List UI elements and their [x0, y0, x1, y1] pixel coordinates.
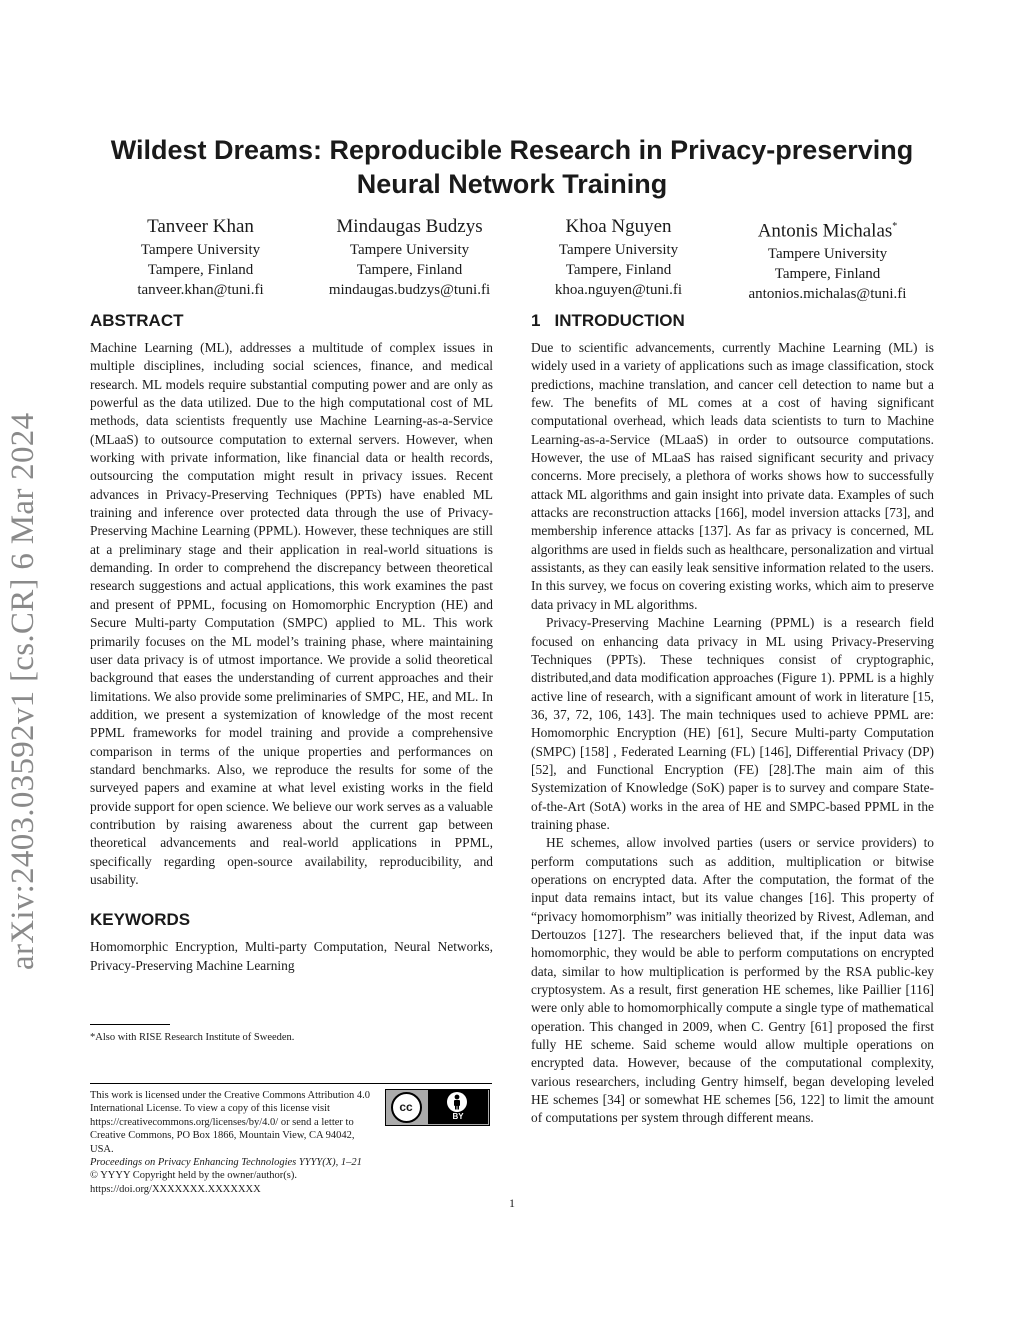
proceedings-line: Proceedings on Privacy Enhancing Technologies YYYY(X), 1–21: [90, 1157, 362, 1169]
author-email[interactable]: antonios.michalas@tuni.fi: [748, 286, 907, 303]
author-list: [96, 215, 932, 304]
author-name: Tanveer Khan: [147, 216, 254, 237]
cc-by-badge[interactable]: [385, 1089, 490, 1126]
footnote-divider: [90, 1024, 170, 1025]
author-name-wrapper: [723, 215, 932, 243]
author-name: Mindaugas Budzys: [336, 216, 483, 237]
author-name: Antonis Michalas: [757, 220, 893, 242]
left-column: [90, 311, 493, 975]
author-email[interactable]: mindaugas.budzys@tuni.fi: [328, 282, 491, 298]
author-block: [514, 215, 723, 304]
author-email[interactable]: tanveer.khan@tuni.fi: [137, 282, 264, 298]
license-divider: [90, 1083, 492, 1084]
author-block: [305, 215, 514, 304]
copyright-line: © YYYY Copyright held by the owner/author(s).: [90, 1170, 297, 1182]
author-affiliation: Tampere University: [558, 242, 679, 258]
keywords-heading: KEYWORDS: [90, 910, 191, 930]
author-footnote-mark: *: [892, 221, 898, 232]
section-title: INTRODUCTION: [554, 311, 685, 330]
cc-icon: cc: [391, 1092, 422, 1123]
author-location: Tampere, Finland: [565, 262, 672, 278]
author-affiliation: Tampere University: [349, 242, 470, 258]
author-name: Khoa Nguyen: [565, 216, 672, 237]
author-location: Tampere, Finland: [356, 262, 463, 278]
author-location: Tampere, Finland: [774, 266, 881, 283]
doi-link[interactable]: https://doi.org/XXXXXXX.XXXXXXX: [90, 1183, 261, 1195]
author-footnote: *Also with RISE Research Institute of Sweeden.: [90, 1032, 295, 1043]
abstract-heading: ABSTRACT: [90, 311, 184, 330]
right-column: [531, 311, 934, 1128]
by-label: BY: [452, 1112, 464, 1121]
paper-title: [90, 133, 934, 201]
title-line-1: Wildest Dreams: Reproducible Research in Privacy-preserving: [110, 135, 914, 165]
author-location: Tampere, Finland: [147, 262, 254, 278]
intro-paragraph: Privacy-Preserving Machine Learning (PPML) is a research field focused on enhancing data privacy in ML using Privacy-Preserving Techniques (PPTs). These techniques consist of cryptographic, distributed,and data modification approaches (Figure 1). PPML is a highly active line of research, with a significant amount of work in literature [15, 36, 37, 72, 106, 143]. The main techniques used to achieve PPML are: Homomorphic Encryption (HE) [61], Secure Multi-party Computation (SMPC) [158] , Federated Learning (FL) [146], Differential Privacy (DP) [52], and Functional Encryption (FE) [28].The main aim of this Systemization of Knowledge (SoK) paper is to survey and compare State-of-the-Art (SotA) works in the area of HE and SMPC-based PPML in the training phase.: [531, 615, 934, 832]
author-block: [723, 215, 932, 304]
page-number: 1: [509, 1196, 515, 1210]
author-affiliation: Tampere University: [140, 242, 261, 258]
intro-paragraph: Due to scientific advancements, currently Machine Learning (ML) is widely used in a variety of applications such as image classification, stock predictions, machine translation, and cancer cell detection to name but a few. The benefits of ML comes at a cost of having significant computational overhead, which leads data scientists to turn to Machine Learning-as-a-Service (MLaaS) in order to outsource computations. However, the use of MLaaS has raised significant security and privacy concerns. More precisely, a plethora of works shows how to successfully attack ML algorithms and gain insight into private data. Examples of such attacks are reconstruction attacks [166], model inversion attacks [73], and membership inference attacks [137]. As far as privacy is concerned, ML algorithms are used in fields such as healthcare, personalization and virtual assistants, as they can easily leak sensitive information related to the users. In this survey, we focus on covering existing works, which aim to preserve data privacy in ML algorithms.: [531, 340, 934, 612]
section-number: 1: [531, 311, 541, 330]
author-email[interactable]: khoa.nguyen@tuni.fi: [554, 282, 683, 298]
introduction-heading: [531, 311, 934, 331]
abstract-text: Machine Learning (ML), addresses a multitude of complex issues in multiple disciplines, including social sciences, finance, and medical research. ML models require substantial computing power and are only as powerful as the data utilized. Due to the high computational cost of ML methods, data scientists frequently use Machine Learning-as-a-Service (MLaaS) to outsource computation to external servers. However, when working with private information, like financial data or health records, outsourcing the computation might result in privacy issues. Recent advances in Privacy-Preserving Techniques (PPTs) have enabled ML training and inference over protected data through the use of Privacy-Preserving Machine Learning (PPML). However, these techniques are still at a preliminary stage and their application in real-world situations is demanding. In order to comprehend the discrepancy between theoretical research suggestions and actual applications, this work examines the past and present of PPML, focusing on Homomorphic Encryption (HE) and Secure Multi-party Computation (SMPC) applied to ML. This work primarily focuses on the ML model’s training phase, where maintaining user data privacy is of utmost importance. We provide a solid theoretical background that eases the understanding of current approaches and their limitations. We also provide some preliminaries of SMPC, HE, and ML. In addition, we present a systemization of knowledge of the most recent PPML frameworks for model training and provide a comprehensive comparison in terms of the unique properties and performances on standard benchmarks. Also, we reproduce the results for some of the surveyed papers and examine at what level existing works in the field provide support for open science. We believe our work serves as a valuable contribution by raising awareness about the current gap between theoretical advancements and real-world applications in PPML, specifically regarding open-source availability, reproducibility, and usability.: [90, 340, 493, 887]
attribution-person-icon: [447, 1092, 467, 1112]
arxiv-identifier: arXiv:2403.03592v1 [cs.CR] 6 Mar 2024: [5, 412, 41, 970]
license-text: This work is licensed under the Creative Commons Attribution 4.0 International License. To view a copy of this license visit https://creativecommons.org/licenses/by/4.0/ or send a letter to Creative Commons, PO Box 1866, Mountain View, CA 94042, USA.: [90, 1090, 370, 1155]
keywords-text: Homomorphic Encryption, Multi-party Computation, Neural Networks, Privacy-Preserving Machine Learning: [90, 939, 493, 973]
author-affiliation: Tampere University: [767, 246, 888, 263]
intro-paragraph: HE schemes, allow involved parties (users or service providers) to perform computations such as addition, multiplication or bitwise operations on encrypted data. After the computation, the format of the input data remains intact, but its value changes [16]. This property of “privacy homomorphism” was initially theorized by Rivest, Adleman, and Dertouzos [127]. The researchers believed that, if the input data was homomorphic, they would be able to perform computations on encrypted data, similar to how multiplication is performed by the RSA public-key cryptosystem. As a result, first generation HE schemes, like Paillier [116] were only able to homomorphically compute a single type of mathematical operation. This changed in 2009, when C. Gentry [61] proposed the first fully HE scheme. Said scheme would allow multiple operations on encrypted data. However, because of the computational complexity, various researchers, including Gentry himself, began developing leveled HE schemes [34] or somewhat HE schemes [56, 122] to limit the amount of computations per system through different means.: [531, 835, 934, 1126]
title-line-2: Neural Network Training: [356, 169, 668, 199]
author-block: [96, 215, 305, 304]
